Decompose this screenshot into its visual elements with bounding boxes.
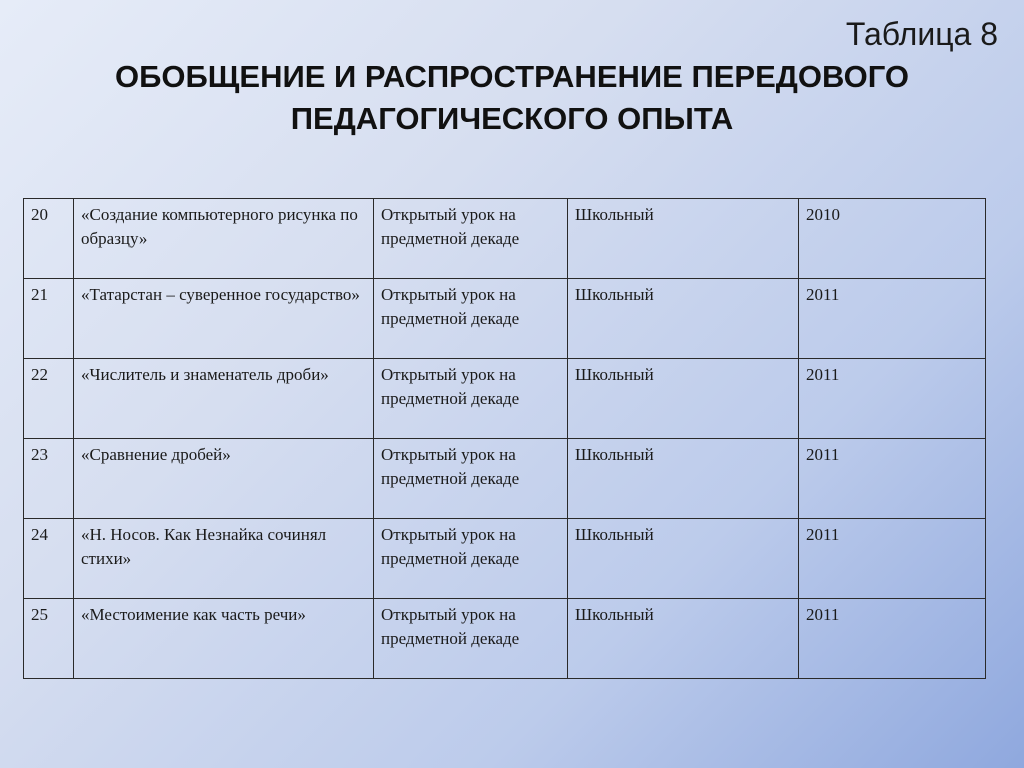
topic-cell: «Н. Носов. Как Незнайка сочинял стихи»	[74, 519, 374, 599]
form-cell: Открытый урок на предметной декаде	[374, 279, 568, 359]
table-row	[24, 599, 986, 679]
year-cell: 2010	[799, 199, 986, 279]
topic-cell: «Сравнение дробей»	[74, 439, 374, 519]
topic-cell: «Создание компьютерного рисунка по образцу»	[74, 199, 374, 279]
row-number-cell: 20	[24, 199, 74, 279]
form-cell: Открытый урок на предметной декаде	[374, 439, 568, 519]
level-cell: Школьный	[568, 199, 799, 279]
level-cell: Школьный	[568, 279, 799, 359]
topic-cell: «Местоимение как часть речи»	[74, 599, 374, 679]
level-cell: Школьный	[568, 359, 799, 439]
year-cell: 2011	[799, 599, 986, 679]
level-cell: Школьный	[568, 599, 799, 679]
table-row	[24, 359, 986, 439]
topic-cell: «Числитель и знаменатель дроби»	[74, 359, 374, 439]
row-number-cell: 25	[24, 599, 74, 679]
row-number-cell: 21	[24, 279, 74, 359]
page-title	[0, 56, 1024, 140]
experience-table	[23, 198, 986, 679]
form-cell: Открытый урок на предметной декаде	[374, 599, 568, 679]
table-row	[24, 519, 986, 599]
level-cell: Школьный	[568, 519, 799, 599]
year-cell: 2011	[799, 439, 986, 519]
page-title-line-1: ОБОБЩЕНИЕ И РАСПРОСТРАНЕНИЕ ПЕРЕДОВОГО	[115, 59, 909, 94]
year-cell: 2011	[799, 359, 986, 439]
table-row	[24, 199, 986, 279]
page-title-line-2: ПЕДАГОГИЧЕСКОГО ОПЫТА	[290, 101, 734, 136]
form-cell: Открытый урок на предметной декаде	[374, 199, 568, 279]
row-number-cell: 23	[24, 439, 74, 519]
table-row	[24, 279, 986, 359]
form-cell: Открытый урок на предметной декаде	[374, 359, 568, 439]
row-number-cell: 22	[24, 359, 74, 439]
row-number-cell: 24	[24, 519, 74, 599]
year-cell: 2011	[799, 279, 986, 359]
level-cell: Школьный	[568, 439, 799, 519]
table-row	[24, 439, 986, 519]
topic-cell: «Татарстан – суверенное государство»	[74, 279, 374, 359]
table-number: Таблица 8	[845, 16, 998, 52]
year-cell: 2011	[799, 519, 986, 599]
form-cell: Открытый урок на предметной декаде	[374, 519, 568, 599]
